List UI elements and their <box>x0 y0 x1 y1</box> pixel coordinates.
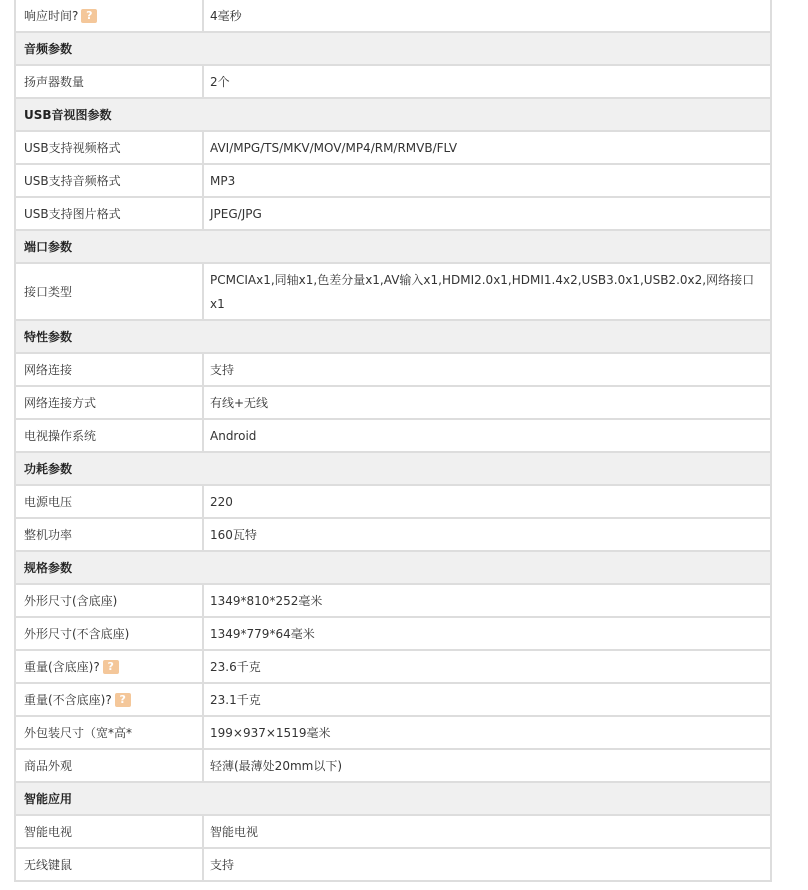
section-header: 音频参数 <box>14 33 772 66</box>
spec-label <box>14 66 204 97</box>
spec-label <box>14 816 204 847</box>
spec-row <box>14 387 772 420</box>
spec-row <box>14 66 772 99</box>
spec-value: AVI/MPG/TS/MKV/MOV/MP4/RM/RMVB/FLV <box>204 132 772 163</box>
spec-row <box>14 486 772 519</box>
spec-label-text: 网络连接 <box>24 363 73 377</box>
spec-label <box>14 264 204 319</box>
section-header: 端口参数 <box>14 231 772 264</box>
spec-label <box>14 585 204 616</box>
spec-row <box>14 0 772 33</box>
spec-row <box>14 132 772 165</box>
spec-label <box>14 651 204 682</box>
spec-label-text: 扬声器数量 <box>24 75 85 89</box>
spec-row <box>14 750 772 783</box>
spec-row <box>14 519 772 552</box>
spec-row <box>14 264 772 321</box>
spec-value: 23.1千克 <box>204 684 772 715</box>
spec-value: 160瓦特 <box>204 519 772 550</box>
spec-row <box>14 849 772 882</box>
spec-label-text: 无线键鼠 <box>24 858 73 872</box>
spec-value: Android <box>204 420 772 451</box>
spec-label-text: 重量(不含底座)? <box>24 693 112 707</box>
spec-label-text: 外包装尺寸（宽*高* <box>24 726 133 740</box>
spec-row <box>14 585 772 618</box>
spec-value: 支持 <box>204 354 772 385</box>
spec-label-text: USB支持图片格式 <box>24 207 121 221</box>
spec-row <box>14 651 772 684</box>
spec-value: 轻薄(最薄处20mm以下) <box>204 750 772 781</box>
spec-row <box>14 165 772 198</box>
spec-label-text: 重量(含底座)? <box>24 660 100 674</box>
spec-row <box>14 198 772 231</box>
spec-value: 199×937×1519毫米 <box>204 717 772 748</box>
spec-label <box>14 519 204 550</box>
spec-value: JPEG/JPG <box>204 198 772 229</box>
spec-label-text: USB支持音频格式 <box>24 174 121 188</box>
spec-label <box>14 387 204 418</box>
section-header: 智能应用 <box>14 783 772 816</box>
spec-label <box>14 717 204 748</box>
spec-value: MP3 <box>204 165 772 196</box>
spec-value: PCMCIAx1,同轴x1,色差分量x1,AV输入x1,HDMI2.0x1,HDMI1.4x2,USB3.0x1,USB2.0x2,网络接口x1 <box>204 264 772 319</box>
spec-label-text: 商品外观 <box>24 759 73 773</box>
spec-value: 220 <box>204 486 772 517</box>
spec-label-text: 电视操作系统 <box>24 429 97 443</box>
spec-value: 有线+无线 <box>204 387 772 418</box>
section-header: 功耗参数 <box>14 453 772 486</box>
spec-label-text: 智能电视 <box>24 825 73 839</box>
spec-label <box>14 0 204 31</box>
spec-row <box>14 717 772 750</box>
spec-label-text: 电源电压 <box>24 495 73 509</box>
spec-label <box>14 750 204 781</box>
help-icon[interactable]: ? <box>81 9 97 23</box>
spec-label <box>14 618 204 649</box>
spec-value: 1349*779*64毫米 <box>204 618 772 649</box>
spec-value: 1349*810*252毫米 <box>204 585 772 616</box>
help-icon[interactable]: ? <box>103 660 119 674</box>
section-header: USB音视图参数 <box>14 99 772 132</box>
spec-label <box>14 849 204 880</box>
spec-label <box>14 420 204 451</box>
spec-label <box>14 486 204 517</box>
spec-label <box>14 132 204 163</box>
spec-table <box>14 0 772 882</box>
spec-row <box>14 420 772 453</box>
spec-label-text: 外形尺寸(含底座) <box>24 594 118 608</box>
spec-label <box>14 684 204 715</box>
spec-label <box>14 198 204 229</box>
spec-label-text: 响应时间? <box>24 9 79 23</box>
spec-label <box>14 354 204 385</box>
spec-label <box>14 165 204 196</box>
section-header: 特性参数 <box>14 321 772 354</box>
spec-label-text: 网络连接方式 <box>24 396 97 410</box>
spec-value: 4毫秒 <box>204 0 772 31</box>
spec-value: 23.6千克 <box>204 651 772 682</box>
spec-value: 智能电视 <box>204 816 772 847</box>
spec-row <box>14 354 772 387</box>
spec-value: 2个 <box>204 66 772 97</box>
help-icon[interactable]: ? <box>115 693 131 707</box>
spec-label-text: 外形尺寸(不含底座) <box>24 627 130 641</box>
spec-label-text: 接口类型 <box>24 285 73 299</box>
spec-label-text: USB支持视频格式 <box>24 141 121 155</box>
spec-row <box>14 684 772 717</box>
spec-label-text: 整机功率 <box>24 528 73 542</box>
section-header: 规格参数 <box>14 552 772 585</box>
spec-row <box>14 618 772 651</box>
spec-value: 支持 <box>204 849 772 880</box>
spec-row <box>14 816 772 849</box>
